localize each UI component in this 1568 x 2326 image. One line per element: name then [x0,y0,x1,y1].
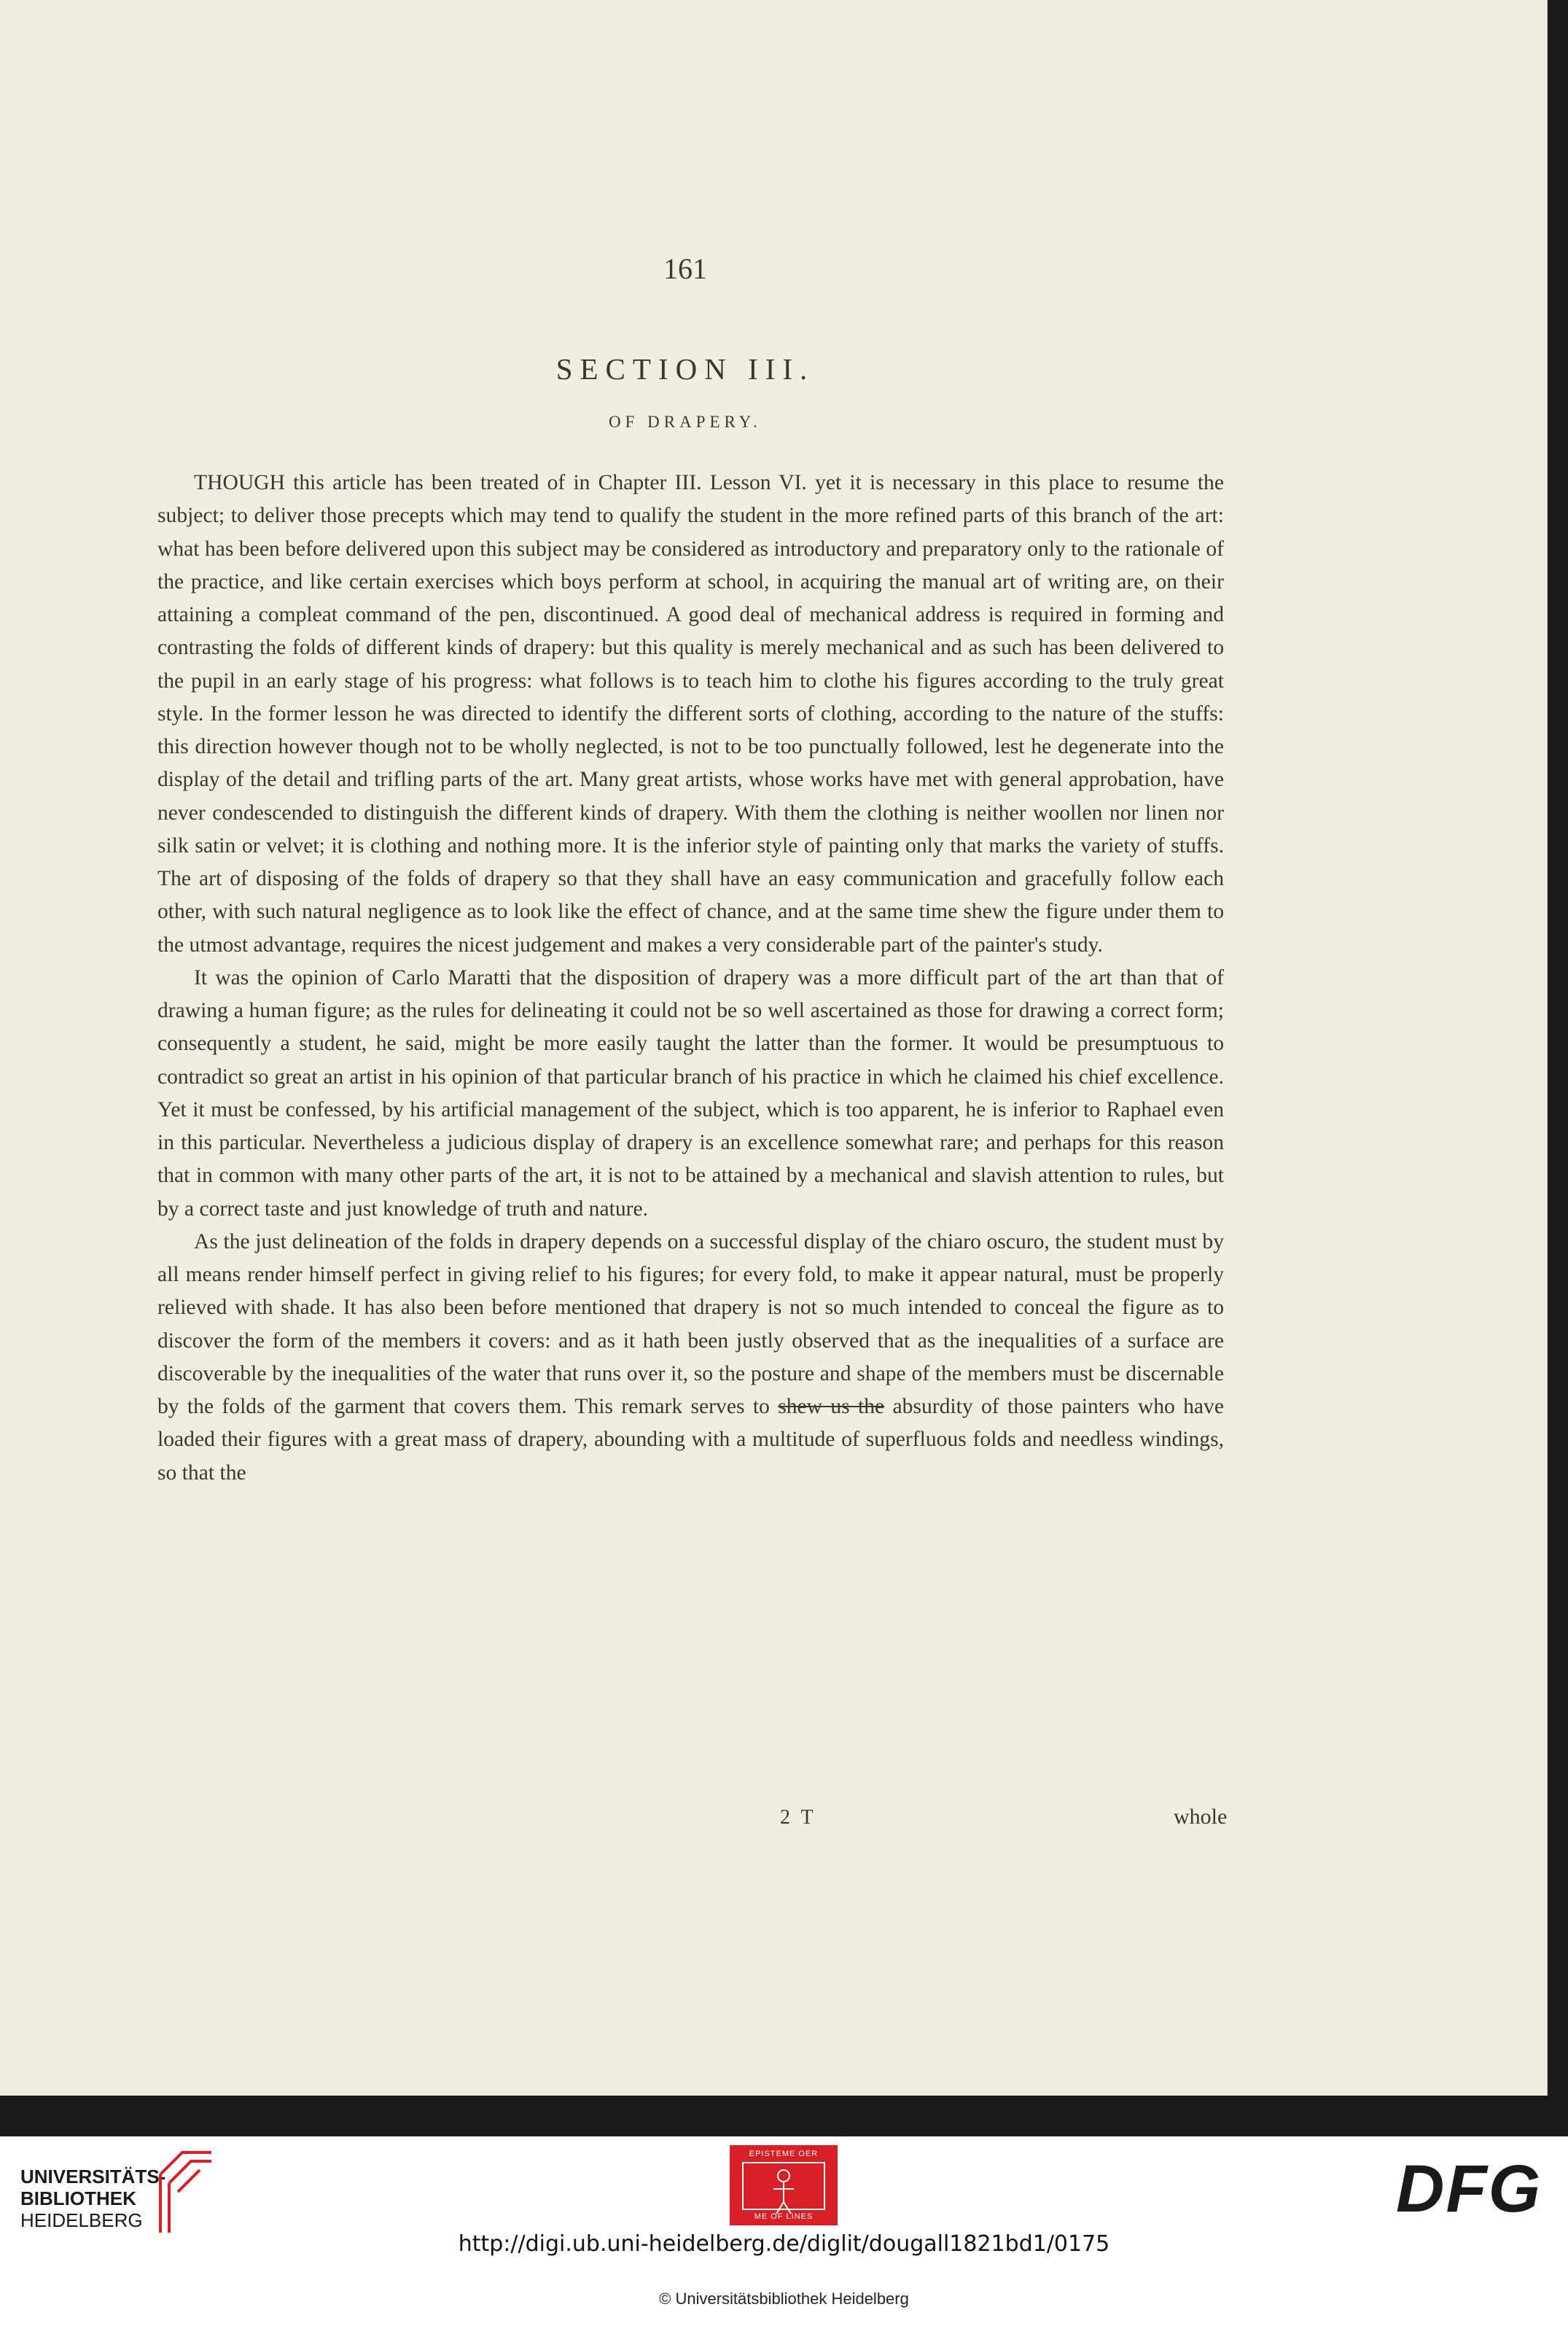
body-text [157,467,1224,1490]
library-line-1: UNIVERSITÄTS- [20,2166,166,2187]
dfg-logo[interactable]: DFG [1396,2152,1542,2226]
paragraph-3-start: As the just delineation of the folds in drapery depends on a successful display of the chiaro oscuro, the student must by all means render himself perfect in giving relief to his figures; for every fold, to make it appear natural, must be properly relieved with shade. It has also been before mentioned that drapery is not so much intended to conceal the figure as to discover the form of the members it covers: and as it hath been justly observed that as the inequalities of a surface are discoverable by the inequalities of the water that runs over it, so the posture and shape of the members must be discernable by the folds of the garment that covers them. This remark serves to [157,1229,1224,1418]
catchword: whole [1174,1805,1228,1829]
section-title: SECTION III. [555,352,815,386]
paragraph-3 [157,1226,1224,1490]
struck-words: shew us the [778,1395,885,1418]
paragraph-2: It was the opinion of Carlo Maratti that the disposition of drapery was a more difficult part of the art than that of drawing a human figure; as the rules for delineating it could not be so well ascertained as those for drawing a correct form; consequently a student, he said, might be more easily taught the latter than the former. It would be presumptuous to contradict so great an artist in his opinion of that particular branch of his practice in which he claimed his chief excellence. Yet it must be confessed, by his artificial management of the subject, which is too apparent, he is inferior to Raphael even in this particular. Nevertheless a judicious display of drapery is an excellence somewhat rare; and perhaps for this reason that in common with many other parts of the art, it is not to be attained by a mechanical and slavish attention to rules, but by a correct taste and just knowledge of truth and nature. [157,965,1224,1221]
library-logo-text[interactable] [20,2166,165,2231]
copyright-notice: © Universitätsbibliothek Heidelberg [659,2290,909,2308]
library-logo-icon [153,2145,219,2240]
library-line-2: BIBLIOTHEK [20,2187,136,2209]
episteme-logo[interactable] [730,2145,838,2225]
paragraph-1: THOUGH this article has been treated of in Chapter III. Lesson VI. yet it is necessary in this place to resume the subject; to deliver those precepts which may tend to qualify the student in the more refined parts of this branch of the art: what has been before delivered upon this subject may be considered as introductory and preparatory only to the rationale of the practice, and like certain exercises which boys perform at school, in acquiring the manual art of writing are, on their attaining a compleat command of the pen, discontinued. A good deal of mechanical address is required in forming and contrasting the folds of different kinds of drapery: but this quality is merely mechanical and as such has been delivered to the pupil in an early stage of his progress: what follows is to teach him to clothe his figures according to the truly great style. In the former lesson he was directed to identify the different sorts of clothing, according to the nature of the stuffs: this direction however though not to be wholly neglected, is not to be too punctually followed, lest he degenerate into the display of the detail and trifling parts of the art. Many great artists, whose works have met with general approbation, have never condescended to distinguish the different kinds of drapery. With them the clothing is neither woollen nor linen nor silk satin or velvet; it is clothing and nothing more. It is the inferior style of painting only that marks the variety of stuffs. The art of disposing of the folds of drapery so that they shall have an easy communication and gracefully follow each other, with such natural negligence as to look like the effect of chance, and at the same time shew the figure under them to the utmost advantage, requires the nicest judgement and makes a very considerable part of the painter's study. [157,471,1224,957]
permalink-url[interactable]: http://digi.ub.uni-heidelberg.de/diglit/dougall1821bd1/0175 [458,2231,1110,2257]
episteme-bottom-text: ME OF LINES [754,2212,814,2221]
section-subtitle: OF DRAPERY. [608,413,762,431]
signature-mark: 2 T [780,1806,816,1829]
page-number: 161 [663,252,707,285]
library-line-3: HEIDELBERG [20,2209,143,2231]
paragraph-3-end: absurdity of those painters who have loaded their figures with a great mass of drapery, abounding with a multitude of superfluous folds and needless windings, so that the [157,1395,1224,1485]
episteme-top-text: EPISTEME OER [749,2150,819,2158]
